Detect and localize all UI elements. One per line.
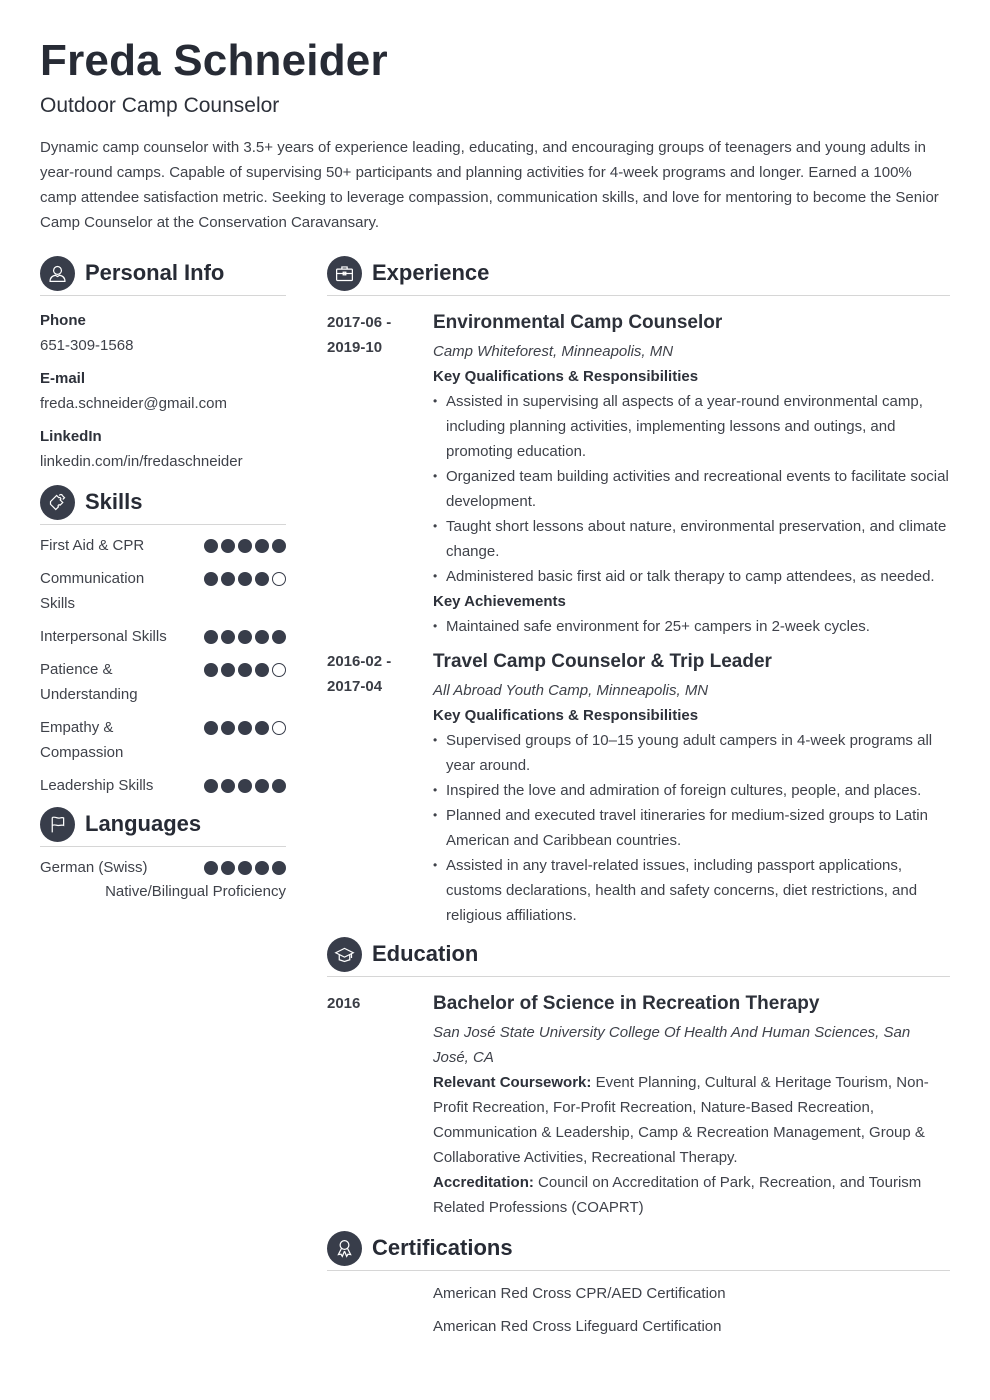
certifications-title: Certifications bbox=[372, 1235, 513, 1260]
job-title: Environmental Camp Counselor bbox=[433, 312, 723, 333]
education-date: 2016 bbox=[327, 995, 361, 1012]
bullet-item: • Taught short lessons about nature, environmental preservation, and climate change. bbox=[433, 514, 950, 564]
skill-item bbox=[40, 657, 286, 707]
job-date-start: 2017-06 - bbox=[327, 314, 392, 331]
degree-title: Bachelor of Science in Recreation Therapy bbox=[433, 993, 820, 1014]
accreditation-value: Council on Accreditation of Park, Recreation, and Tourism Related Professions (COAPRT) bbox=[433, 1174, 922, 1216]
job-dates bbox=[327, 649, 433, 928]
skill-name: Leadership Skills bbox=[40, 777, 154, 794]
personal-info-title: Personal Info bbox=[85, 260, 225, 285]
job-company: Camp Whiteforest, Minneapolis, MN bbox=[433, 343, 674, 360]
phone-value: 651-309-1568 bbox=[40, 337, 134, 354]
accreditation bbox=[433, 1170, 950, 1220]
job-dates bbox=[327, 310, 433, 639]
job-date-end: 2019-10 bbox=[327, 339, 383, 356]
job-company: All Abroad Youth Camp, Minneapolis, MN bbox=[433, 682, 709, 699]
bullet-item: • Administered basic first aid or talk therapy to camp attendees, as needed. bbox=[433, 564, 950, 589]
bullet-item: • Planned and executed travel itineraries for medium-sized groups to Latin American and Caribbean countries. bbox=[433, 803, 950, 853]
languages-title: Languages bbox=[85, 811, 202, 836]
skills-header bbox=[40, 484, 286, 525]
certifications-header bbox=[327, 1230, 950, 1271]
skill-name: Empathy & Compassion bbox=[40, 719, 124, 761]
left-column bbox=[40, 255, 286, 903]
achievements-list bbox=[433, 614, 950, 639]
skill-rating bbox=[204, 624, 286, 644]
languages-header bbox=[40, 806, 286, 847]
language-item bbox=[40, 855, 286, 880]
job-date-end: 2017-04 bbox=[327, 678, 383, 695]
language-rating bbox=[204, 855, 286, 875]
certification-item: American Red Cross CPR/AED Certification bbox=[433, 1285, 726, 1302]
skills-list bbox=[40, 533, 286, 798]
skill-item bbox=[40, 566, 286, 616]
job-title: Travel Camp Counselor & Trip Leader bbox=[433, 651, 772, 672]
responsibilities-heading: Key Qualifications & Responsibilities bbox=[433, 707, 699, 724]
skill-name: Patience & Understanding bbox=[40, 661, 138, 703]
skills-title: Skills bbox=[85, 489, 143, 514]
linkedin-value: linkedin.com/in/fredaschneider bbox=[40, 453, 243, 470]
job-date-start: 2016-02 - bbox=[327, 653, 392, 670]
bullet-item: • Inspired the love and admiration of foreign cultures, people, and places. bbox=[433, 778, 950, 803]
language-proficiency: Native/Bilingual Proficiency bbox=[105, 883, 286, 900]
education-entry bbox=[327, 991, 950, 1220]
achievements-heading: Key Achievements bbox=[433, 593, 566, 610]
personal-info-header bbox=[40, 255, 286, 296]
experience-entry bbox=[327, 649, 950, 928]
coursework-value: Event Planning, Cultural & Heritage Tourism, Non-Profit Recreation, For-Profit Recreation, Nature-Based Recreation, Communication & Leadership, Camp & Recreation Management, Group & Collaborative Activities, Recreational Therapy. bbox=[433, 1074, 929, 1166]
language-name: German (Swiss) bbox=[40, 859, 148, 876]
bullet-item: • Supervised groups of 10–15 young adult campers in 4-week programs all year around. bbox=[433, 728, 950, 778]
bullet-item: • Maintained safe environment for 25+ campers in 2-week cycles. bbox=[433, 614, 950, 639]
user-icon bbox=[40, 256, 75, 291]
accreditation-label: Accreditation: bbox=[433, 1174, 534, 1191]
skill-item bbox=[40, 715, 286, 765]
languages-list bbox=[40, 855, 286, 903]
certifications-list bbox=[327, 1281, 950, 1339]
bullet-item: • Assisted in supervising all aspects of a year-round environmental camp, including planning activities, implementing lessons and outings, and promoting education. bbox=[433, 389, 950, 464]
candidate-title: Outdoor Camp Counselor bbox=[40, 94, 280, 117]
coursework bbox=[433, 1070, 950, 1170]
right-column bbox=[327, 255, 950, 1339]
skill-rating bbox=[204, 657, 286, 677]
email-value: freda.schneider@gmail.com bbox=[40, 395, 227, 412]
skill-rating bbox=[204, 566, 286, 586]
responsibilities-list bbox=[433, 389, 950, 589]
skill-rating bbox=[204, 715, 286, 735]
education-title: Education bbox=[372, 941, 479, 966]
contact-list bbox=[40, 308, 286, 474]
skill-item bbox=[40, 533, 286, 558]
candidate-name: Freda Schneider bbox=[40, 36, 388, 85]
award-ribbon-icon bbox=[327, 1231, 362, 1266]
certification-item: American Red Cross Lifeguard Certification bbox=[433, 1318, 722, 1335]
coursework-label: Relevant Coursework: bbox=[433, 1074, 592, 1091]
skill-name: First Aid & CPR bbox=[40, 537, 145, 554]
school-name: San José State University College Of Health And Human Sciences, San José, CA bbox=[433, 1024, 911, 1066]
education-header bbox=[327, 936, 950, 977]
experience-header bbox=[327, 255, 950, 296]
skill-item bbox=[40, 773, 286, 798]
experience-entry bbox=[327, 310, 950, 639]
phone-label: Phone bbox=[40, 312, 86, 329]
puzzle-icon bbox=[40, 485, 75, 520]
skill-name: Communication Skills bbox=[40, 570, 145, 612]
experience-title: Experience bbox=[372, 260, 490, 285]
summary: Dynamic camp counselor with 3.5+ years of experience leading, educating, and encouraging groups of teenagers and young adults in year-round camps. Capable of supervising 50+ participants and planning activities for 4-week programs and longer. Earned a 100% camp attendee satisfaction metric. Seeking to leverage compassion, communication skills, and love for mentoring to become the Senior Camp Counselor at the Conservation Caravansary. bbox=[40, 139, 939, 231]
skill-name: Interpersonal Skills bbox=[40, 628, 167, 645]
briefcase-icon bbox=[327, 256, 362, 291]
flag-icon bbox=[40, 807, 75, 842]
skill-rating bbox=[204, 773, 286, 793]
graduation-cap-icon bbox=[327, 937, 362, 972]
skill-item bbox=[40, 624, 286, 649]
email-label: E-mail bbox=[40, 370, 86, 387]
responsibilities-list bbox=[433, 728, 950, 928]
bullet-item: • Assisted in any travel-related issues, including passport applications, customs declarations, health and safety concerns, diet restrictions, and religious affiliations. bbox=[433, 853, 950, 928]
bullet-item: • Organized team building activities and recreational events to facilitate social development. bbox=[433, 464, 950, 514]
responsibilities-heading: Key Qualifications & Responsibilities bbox=[433, 368, 699, 385]
skill-rating bbox=[204, 533, 286, 553]
linkedin-label: LinkedIn bbox=[40, 428, 102, 445]
